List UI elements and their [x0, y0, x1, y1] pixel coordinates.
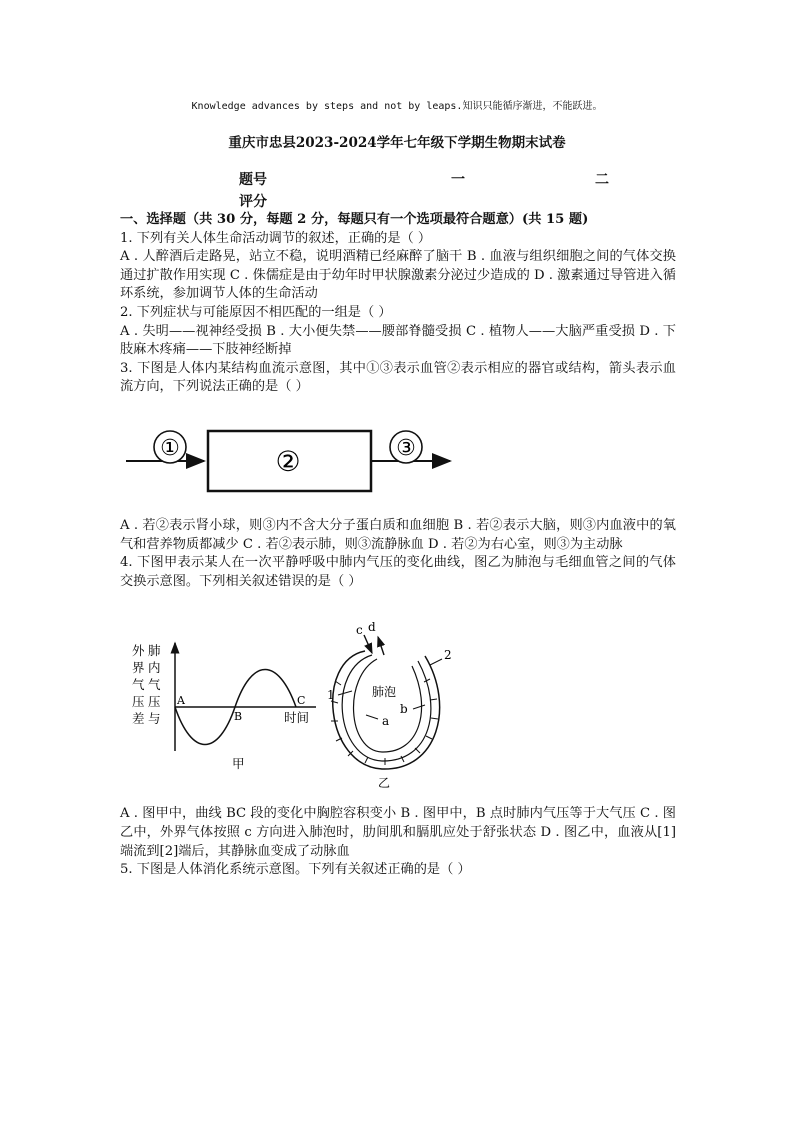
arrow-d: [378, 637, 384, 655]
label-2: ②: [275, 444, 301, 478]
score-table: [239, 169, 619, 213]
question-5-stem: 5. 下图是人体消化系统示意图。下列有关叙述正确的是（ ）: [120, 862, 471, 878]
score-header-part2: 二: [595, 172, 609, 188]
question-4-stem: 4. 下图甲表示某人在一次平静呼吸中肺内气压的变化曲线，图乙为肺泡与毛细血管之间的气体交换示意图。下列相关叙述错误的是（ ）: [120, 555, 676, 589]
motto-header: Knowledge advances by steps and not by leaps.知识只能循序渐进，不能跃进。: [191, 101, 603, 112]
question-1-options: A . 人醉酒后走路晃，站立不稳，说明酒精已经麻醉了脑干 B . 血液与组织细胞之间的气体交换通过扩散作用实现 C . 侏儒症是由于幼年时甲状腺激素分泌过少造成的 D . 激素通过导管进入循环系统，参加调节人体的生命活动: [120, 249, 676, 302]
label-2: 2: [444, 648, 452, 663]
point-b: B: [234, 710, 243, 724]
point-c: C: [297, 694, 306, 708]
arrow-c: [364, 635, 372, 653]
ylabel-left-1: 外: [132, 643, 145, 659]
leader-2: [430, 659, 442, 665]
label-b: b: [400, 702, 408, 717]
label-a: a: [382, 714, 390, 729]
question-2-stem: 2. 下列症状与可能原因不相匹配的一组是（ ）: [120, 304, 392, 320]
label-c: c: [356, 623, 363, 638]
leader-1: [338, 691, 352, 695]
label-1: 1: [327, 688, 335, 703]
respiration-figure: [120, 591, 676, 805]
score-header-number: 题号: [239, 172, 267, 188]
label-1: ①: [160, 435, 180, 461]
ylabel-left-5: 差: [132, 711, 145, 727]
ylabel-right-2: 内: [148, 660, 161, 676]
question-content: [120, 211, 676, 880]
ylabel-left-2: 界: [132, 660, 145, 676]
leader-a: [366, 715, 378, 719]
caption-yi: 乙: [378, 776, 391, 791]
leader-b: [413, 705, 425, 709]
section-heading: 一、选择题（共 30 分，每题 2 分，每题只有一个选项最符合题意）(共 15 题): [120, 212, 589, 227]
score-header-part1: 一: [451, 172, 465, 188]
score-table-header-row: [239, 169, 619, 191]
score-label: 评分: [239, 194, 267, 210]
pressure-curve-graph: [132, 643, 316, 771]
ylabel-right-1: 肺: [148, 643, 161, 659]
caption-jia: 甲: [232, 756, 245, 772]
page-title: 重庆市忠县2023-2024学年七年级下学期生物期末试卷: [228, 135, 566, 151]
question-3-stem: 3. 下图是人体内某结构血流示意图，其中①③表示血管②表示相应的器官或结构，箭头表示血流方向，下列说法正确的是（ ）: [120, 360, 676, 395]
point-a: A: [177, 694, 185, 708]
xlabel-time: 时间: [284, 710, 310, 726]
label-alveolus: 肺泡: [372, 685, 397, 700]
blood-flow-diagram: [120, 397, 676, 517]
ylabel-right-4: 压: [148, 694, 161, 710]
question-2-options: A . 失明——视神经受损 B . 大小便失禁——腰部脊髓受损 C . 植物人——大脑严重受损 D . 下肢麻木疼痛——下肢神经断掉: [120, 323, 676, 358]
ylabel-left-3: 气: [132, 677, 145, 693]
alveolus-diagram: [327, 620, 452, 790]
alveolus-wall: [354, 659, 422, 752]
ylabel-right-5: 与: [148, 711, 161, 727]
ylabel-right-3: 气: [148, 677, 161, 693]
label-3: ③: [396, 435, 416, 461]
question-3-options: A . 若②表示肾小球，则③内不含大分子蛋白质和血细胞 B . 若②表示大脑，则③内血液中的氧气和营养物质都减少 C . 若②表示肺，则③流静脉血 D . 若②为右心室，则③为主动脉: [120, 517, 676, 552]
score-table-score-row: [239, 191, 619, 213]
capillary-inner: [342, 655, 431, 761]
question-1-stem: 1. 下列有关人体生命活动调节的叙述，正确的是（ ）: [120, 230, 432, 246]
question-4-options: A . 图甲中，曲线 BC 段的变化中胸腔容积变小 B . 图甲中，B 点时肺内气压等于大气压 C . 图乙中，外界气体按照 c 方向进入肺泡时，肋间肌和膈肌应处于舒张状态 D . 图乙中，血液从[1]端流到[2]端后，其静脉血变成了动脉血: [120, 806, 676, 859]
label-d: d: [368, 620, 376, 635]
ylabel-left-4: 压: [132, 694, 145, 710]
